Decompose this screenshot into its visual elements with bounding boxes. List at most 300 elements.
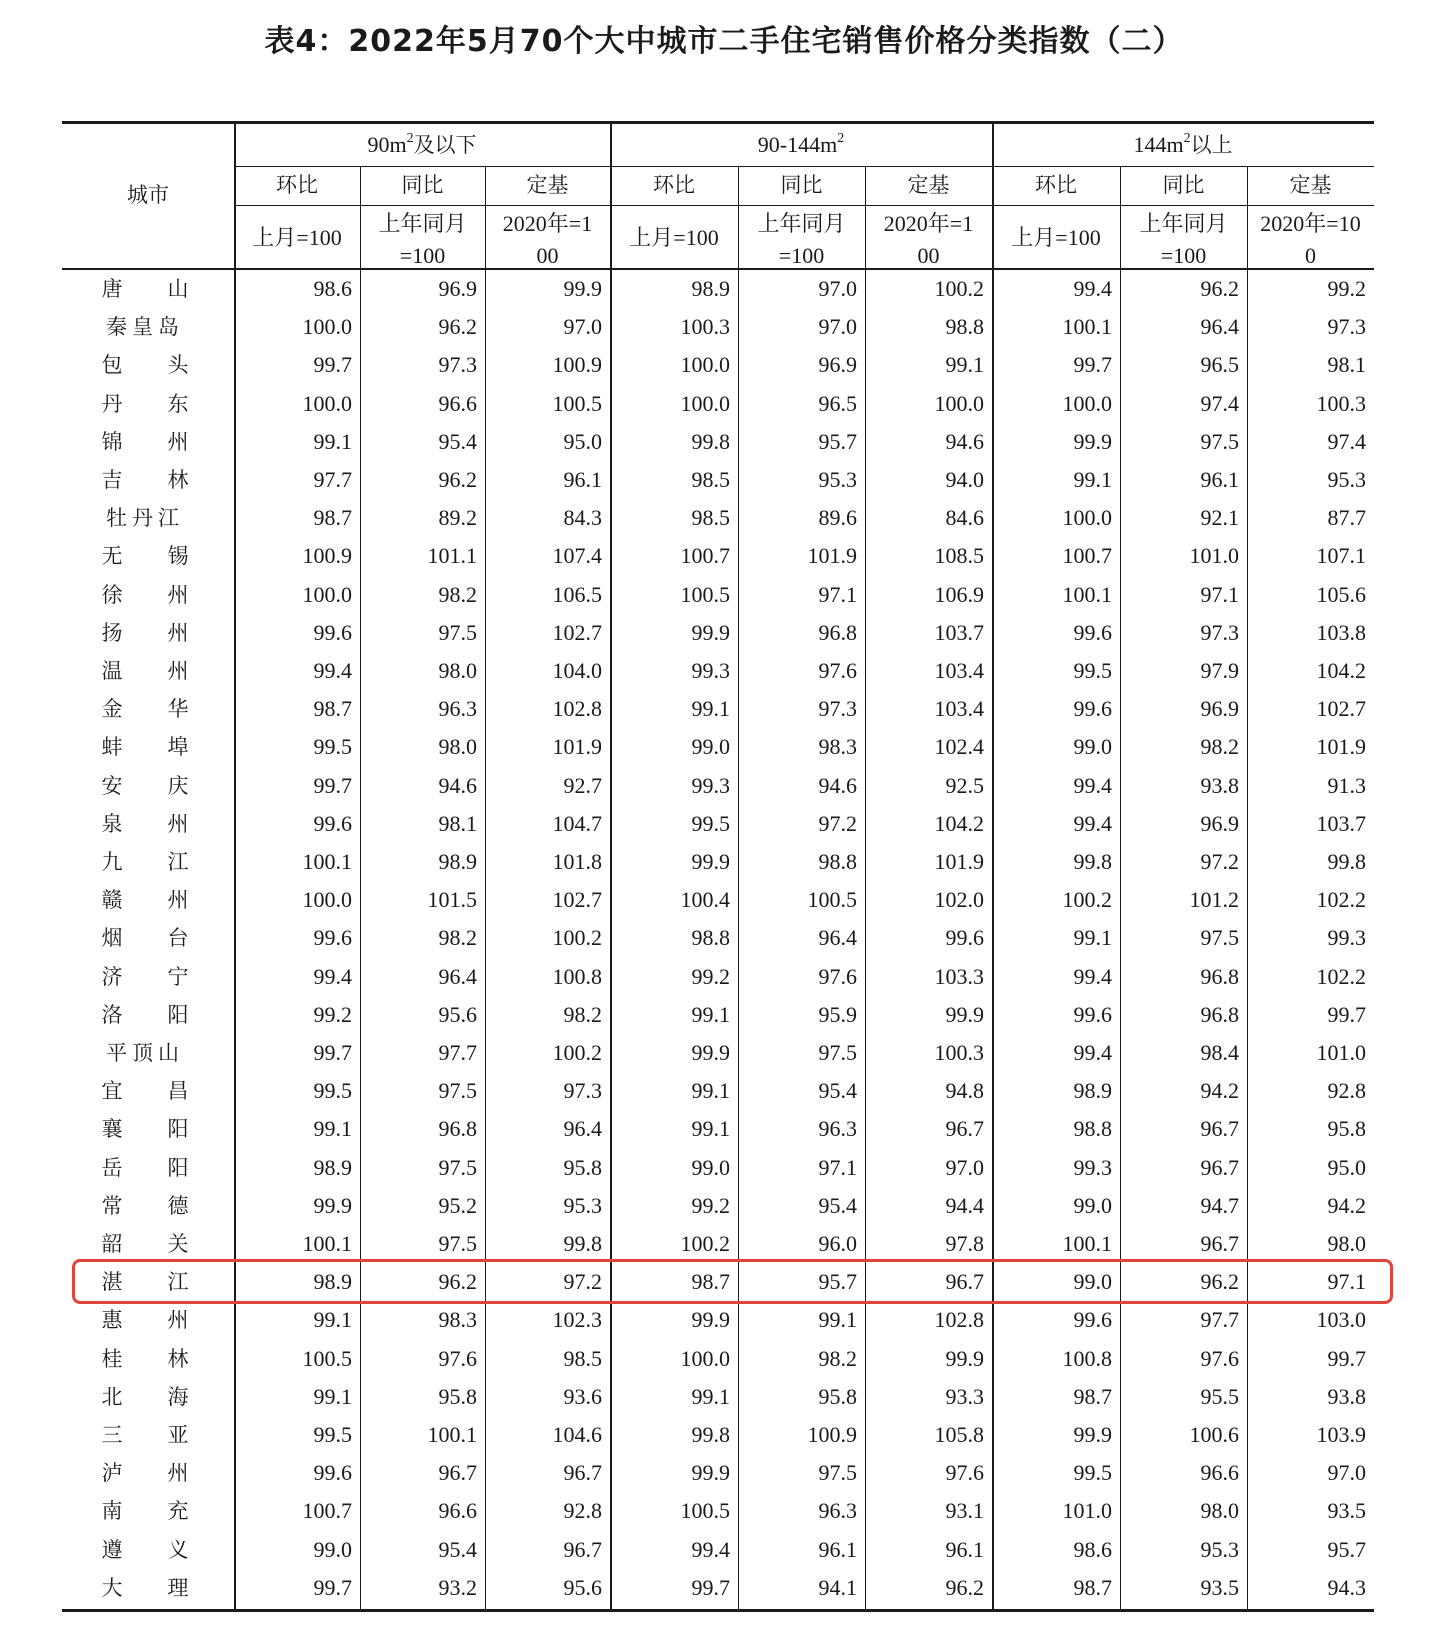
city-name-char: 洛	[101, 1002, 123, 1027]
index-value: 97.1	[1200, 581, 1239, 607]
city-name-char: 大	[101, 1575, 123, 1600]
city-name-char: 义	[167, 1537, 189, 1562]
city-name-char: 温	[101, 659, 123, 683]
index-value: 98.5	[691, 505, 730, 531]
index-value: 97.0	[1327, 1460, 1366, 1486]
index-value: 95.6	[563, 1574, 602, 1600]
index-type-header: 同比	[401, 173, 444, 197]
city-name-char: 州	[167, 1308, 189, 1333]
index-value: 96.9	[1200, 810, 1239, 836]
index-value: 89.6	[818, 505, 857, 531]
index-value: 84.6	[945, 505, 984, 531]
city-name-char: 济	[101, 964, 123, 989]
index-value: 99.7	[313, 1040, 352, 1065]
index-value: 93.1	[945, 1498, 984, 1524]
index-value: 84.3	[563, 505, 602, 531]
index-value: 96.2	[438, 1269, 477, 1295]
city-name-char: 徐	[101, 582, 123, 607]
index-value: 102.0	[934, 887, 984, 913]
city-name-char: 惠	[101, 1308, 123, 1333]
city-name-char: 赣	[101, 888, 123, 913]
city-name-char: 理	[167, 1575, 189, 1600]
index-value: 100.0	[1062, 505, 1112, 531]
index-value: 97.3	[438, 352, 477, 378]
index-value: 102.2	[1316, 963, 1366, 989]
index-value: 99.9	[313, 1192, 352, 1218]
city-name-char: 州	[167, 888, 189, 913]
index-value: 97.2	[1200, 849, 1239, 874]
index-value: 95.8	[818, 1383, 857, 1409]
index-value: 99.7	[313, 352, 352, 378]
index-value: 99.9	[1073, 428, 1112, 454]
index-value: 102.7	[552, 619, 602, 645]
index-value: 98.8	[691, 925, 730, 951]
index-value: 99.5	[313, 1422, 352, 1447]
index-value: 98.2	[563, 1001, 602, 1027]
index-value: 89.2	[438, 505, 477, 531]
index-value: 97.5	[1200, 428, 1239, 454]
base-period-header	[234, 222, 360, 254]
city-name-char: 韶	[101, 1232, 123, 1256]
index-value: 101.9	[807, 543, 857, 569]
index-value: 102.7	[552, 887, 602, 913]
index-value: 99.4	[1073, 1040, 1112, 1065]
index-value: 100.0	[680, 1345, 730, 1371]
index-value: 96.1	[818, 1536, 857, 1562]
index-value: 99.8	[691, 428, 730, 454]
index-value: 96.7	[563, 1536, 602, 1562]
base-period-header	[1120, 208, 1247, 272]
table-top-rule	[62, 121, 1374, 124]
index-value: 102.8	[552, 696, 602, 722]
subheader-rule	[234, 205, 1374, 206]
base-period-line: 上月=100	[252, 225, 342, 250]
index-value: 97.6	[438, 1345, 477, 1371]
index-value: 100.9	[807, 1422, 857, 1447]
index-value: 94.2	[1327, 1192, 1366, 1218]
index-value: 96.9	[818, 352, 857, 378]
index-value: 93.5	[1327, 1498, 1366, 1524]
index-value: 97.6	[1200, 1345, 1239, 1371]
index-value: 100.1	[1062, 314, 1112, 340]
index-value: 94.8	[945, 1078, 984, 1104]
index-value: 99.9	[691, 1460, 730, 1486]
index-value: 96.1	[1200, 467, 1239, 492]
size-group-header	[234, 130, 610, 160]
index-value: 97.5	[438, 1078, 477, 1104]
size-group-header	[610, 130, 992, 160]
index-value: 99.1	[691, 1116, 730, 1142]
city-name-char: 烟	[101, 926, 123, 951]
index-value: 97.0	[945, 1154, 984, 1180]
index-value: 99.5	[313, 734, 352, 760]
index-value: 100.3	[1316, 390, 1366, 416]
index-value: 100.4	[680, 887, 730, 913]
index-value: 97.3	[818, 696, 857, 722]
index-value: 99.1	[313, 428, 352, 454]
size-group-suffix: 及以下	[413, 133, 477, 157]
city-name-char: 唐	[101, 277, 123, 301]
index-value: 96.6	[438, 390, 477, 416]
city-name-char: 林	[167, 468, 189, 492]
index-value: 97.1	[818, 581, 857, 607]
city-name-char: 阳	[167, 1155, 189, 1180]
index-value: 102.2	[1316, 887, 1366, 913]
index-value: 101.8	[552, 849, 602, 874]
city-name-char: 三	[101, 1423, 123, 1447]
size-group-suffix: 以上	[1190, 133, 1233, 157]
index-value: 95.0	[563, 428, 602, 454]
index-type-header: 定基	[526, 173, 569, 197]
index-value: 105.6	[1316, 581, 1366, 607]
base-period-line: =100	[399, 243, 446, 268]
index-value: 95.3	[818, 467, 857, 492]
index-value: 103.3	[934, 963, 984, 989]
city-name-char: 州	[167, 620, 189, 645]
city-name-char: 海	[167, 1384, 189, 1409]
index-value: 100.9	[302, 543, 352, 569]
index-value: 96.3	[818, 1116, 857, 1142]
index-value: 99.5	[691, 810, 730, 836]
index-value: 101.9	[1316, 734, 1366, 760]
index-value: 98.9	[313, 1154, 352, 1180]
index-value: 99.6	[1073, 619, 1112, 645]
index-value: 99.9	[691, 1307, 730, 1333]
index-value: 97.5	[438, 1231, 477, 1256]
index-value: 95.3	[1200, 1536, 1239, 1562]
index-value: 98.3	[438, 1307, 477, 1333]
index-value: 97.1	[1327, 1269, 1366, 1295]
index-value: 96.4	[563, 1116, 602, 1142]
city-name-char: 阳	[167, 1002, 189, 1027]
index-value: 96.4	[438, 963, 477, 989]
index-value: 98.7	[691, 1269, 730, 1295]
index-value: 99.6	[1073, 696, 1112, 722]
index-value: 102.8	[934, 1307, 984, 1333]
index-value: 98.6	[313, 276, 352, 301]
index-value: 96.3	[818, 1498, 857, 1524]
city-name-char: 无	[101, 544, 123, 569]
index-value: 97.7	[313, 467, 352, 492]
index-value: 100.5	[807, 887, 857, 913]
index-value: 96.8	[1200, 963, 1239, 989]
city-column-header: 城市	[127, 183, 169, 207]
index-value: 97.9	[1200, 658, 1239, 683]
index-value: 97.0	[818, 276, 857, 301]
index-value: 95.8	[563, 1154, 602, 1180]
index-value: 106.5	[552, 581, 602, 607]
highlight-box	[72, 1259, 1393, 1304]
index-value: 99.1	[1073, 925, 1112, 951]
index-type-header: 环比	[653, 173, 695, 197]
index-type-header: 环比	[276, 173, 318, 197]
index-value: 98.5	[563, 1345, 602, 1371]
index-value: 99.4	[1073, 810, 1112, 836]
index-value: 97.2	[563, 1269, 602, 1295]
city-name-char: 吉	[101, 468, 123, 492]
index-value: 93.3	[945, 1383, 984, 1409]
index-value: 100.1	[1062, 581, 1112, 607]
index-value: 94.0	[945, 467, 984, 492]
city-name-char: 常	[101, 1193, 123, 1218]
city-name-char: 安	[101, 773, 123, 798]
index-value: 96.7	[1200, 1154, 1239, 1180]
base-period-line: 上年同月	[1139, 211, 1228, 236]
city-name-char: 头	[167, 353, 189, 378]
index-value: 96.3	[438, 696, 477, 722]
index-value: 99.8	[1073, 849, 1112, 874]
index-value: 96.9	[1200, 696, 1239, 722]
index-value: 100.6	[1189, 1422, 1239, 1447]
index-value: 100.0	[302, 581, 352, 607]
index-value: 98.0	[438, 734, 477, 760]
index-value: 95.9	[818, 1001, 857, 1027]
index-value: 94.1	[818, 1574, 857, 1600]
index-type-header: 定基	[907, 173, 950, 197]
index-value: 93.8	[1327, 1383, 1366, 1409]
city-name-char: 林	[167, 1346, 189, 1371]
city-name-char: 包	[101, 353, 123, 378]
base-period-line: 00	[536, 243, 559, 268]
index-value: 99.1	[691, 1383, 730, 1409]
index-value: 95.0	[1327, 1154, 1366, 1180]
index-value: 99.4	[691, 1536, 730, 1562]
index-value: 95.6	[438, 1001, 477, 1027]
index-value: 99.1	[945, 352, 984, 378]
city-name-char: 埠	[167, 735, 189, 760]
index-value: 95.4	[818, 1078, 857, 1104]
index-value: 96.4	[818, 925, 857, 951]
index-value: 95.2	[438, 1192, 477, 1218]
index-value: 95.8	[438, 1383, 477, 1409]
base-period-header	[738, 208, 865, 272]
size-group-label: 90-144m	[757, 132, 838, 157]
index-value: 99.2	[691, 1192, 730, 1218]
city-name-char: 湛	[101, 1270, 123, 1295]
index-value: 99.0	[1073, 1192, 1112, 1218]
index-value: 99.7	[1073, 352, 1112, 378]
index-value: 98.0	[438, 658, 477, 683]
city-name-char: 南	[101, 1499, 123, 1524]
index-value: 94.3	[1327, 1574, 1366, 1600]
index-value: 99.7	[1327, 1345, 1366, 1371]
index-value: 96.5	[818, 390, 857, 416]
index-value: 99.8	[563, 1231, 602, 1256]
index-value: 100.3	[680, 314, 730, 340]
index-value: 105.8	[934, 1422, 984, 1447]
index-value: 101.0	[1062, 1498, 1112, 1524]
index-value: 99.6	[1073, 1307, 1112, 1333]
superscript: 2	[837, 131, 845, 146]
index-value: 98.7	[1073, 1574, 1112, 1600]
index-value: 103.4	[934, 658, 984, 683]
index-value: 108.5	[934, 543, 984, 569]
index-value: 99.7	[1327, 1001, 1366, 1027]
index-value: 98.7	[1073, 1383, 1112, 1409]
base-period-line: 2020年=10	[1260, 211, 1361, 236]
base-period-line: 上月=100	[629, 225, 719, 250]
index-value: 104.7	[552, 810, 602, 836]
city-name-char: 阳	[167, 1117, 189, 1142]
index-value: 97.8	[945, 1231, 984, 1256]
base-period-header	[865, 208, 992, 272]
index-value: 99.7	[313, 1574, 352, 1600]
index-value: 94.6	[945, 428, 984, 454]
index-value: 103.4	[934, 696, 984, 722]
index-value: 97.5	[438, 619, 477, 645]
index-value: 100.1	[302, 849, 352, 874]
index-value: 100.1	[302, 1231, 352, 1256]
city-name-char: 州	[167, 1461, 189, 1486]
index-value: 99.5	[313, 1078, 352, 1104]
index-value: 96.1	[563, 467, 602, 492]
city-name-char: 泉	[101, 811, 123, 836]
index-value: 93.2	[438, 1574, 477, 1600]
index-value: 100.5	[552, 390, 602, 416]
index-value: 104.2	[934, 810, 984, 836]
index-value: 103.8	[1316, 619, 1366, 645]
index-value: 99.3	[1073, 1154, 1112, 1180]
index-value: 100.0	[302, 314, 352, 340]
index-value: 98.0	[1200, 1498, 1239, 1524]
index-value: 94.6	[818, 772, 857, 798]
index-value: 98.2	[818, 1345, 857, 1371]
index-value: 97.4	[1327, 428, 1366, 454]
city-name-char: 北	[101, 1384, 123, 1409]
index-value: 95.4	[438, 428, 477, 454]
city-name-char: 华	[167, 697, 189, 722]
city-name-char: 江	[167, 850, 189, 874]
base-period-line: 上月=100	[1011, 225, 1101, 250]
index-value: 99.0	[1073, 1269, 1112, 1295]
index-value: 95.7	[818, 428, 857, 454]
city-name-char: 州	[167, 659, 189, 683]
index-value: 99.2	[1327, 276, 1366, 301]
index-type-header: 环比	[1035, 173, 1077, 197]
index-value: 96.6	[1200, 1460, 1239, 1486]
city-name-char: 昌	[167, 1079, 189, 1104]
city-name-char: 庆	[167, 773, 189, 798]
index-value: 94.2	[1200, 1078, 1239, 1104]
index-value: 100.0	[302, 887, 352, 913]
index-value: 99.1	[313, 1116, 352, 1142]
city-name-char: 关	[167, 1232, 189, 1256]
index-value: 99.6	[1073, 1001, 1112, 1027]
city-name-char: 亚	[167, 1423, 189, 1447]
index-value: 101.2	[1189, 887, 1239, 913]
city-name-char: 州	[167, 429, 189, 454]
index-value: 99.6	[313, 619, 352, 645]
index-value: 99.4	[313, 963, 352, 989]
index-value: 97.5	[1200, 925, 1239, 951]
index-value: 99.3	[691, 772, 730, 798]
index-value: 98.8	[945, 314, 984, 340]
index-value: 100.2	[1062, 887, 1112, 913]
index-value: 103.9	[1316, 1422, 1366, 1447]
index-value: 99.1	[691, 1001, 730, 1027]
index-value: 93.8	[1200, 772, 1239, 798]
index-type-header: 同比	[780, 173, 823, 197]
city-name-char: 山	[167, 277, 189, 301]
index-value: 104.6	[552, 1422, 602, 1447]
index-value: 96.7	[945, 1116, 984, 1142]
index-value: 99.2	[691, 963, 730, 989]
index-value: 98.8	[1073, 1116, 1112, 1142]
index-value: 99.1	[313, 1307, 352, 1333]
base-period-header	[610, 222, 738, 254]
index-value: 96.9	[438, 276, 477, 301]
index-value: 100.7	[302, 1498, 352, 1524]
index-value: 100.7	[1062, 543, 1112, 569]
index-value: 97.3	[563, 1078, 602, 1104]
index-value: 101.0	[1189, 543, 1239, 569]
index-value: 98.9	[1073, 1078, 1112, 1104]
city-name-char: 锦	[101, 429, 123, 454]
base-period-line: 2020年=1	[502, 211, 593, 236]
city-name-char: 泸	[101, 1461, 123, 1486]
index-value: 97.0	[563, 314, 602, 340]
index-value: 98.5	[691, 467, 730, 492]
index-value: 98.7	[313, 505, 352, 531]
index-value: 98.2	[438, 581, 477, 607]
city-name-char: 充	[167, 1499, 189, 1524]
index-value: 99.3	[1327, 925, 1366, 951]
index-value: 96.7	[438, 1460, 477, 1486]
index-value: 99.8	[1327, 849, 1366, 874]
index-value: 97.7	[1200, 1307, 1239, 1333]
index-value: 96.8	[1200, 1001, 1239, 1027]
index-value: 98.7	[313, 696, 352, 722]
base-period-header	[485, 208, 610, 272]
index-value: 100.0	[680, 352, 730, 378]
index-value: 101.1	[427, 543, 477, 569]
size-group-header	[992, 130, 1374, 160]
size-group-label: 144m	[1133, 132, 1184, 157]
index-value: 97.6	[818, 963, 857, 989]
index-value: 100.0	[302, 390, 352, 416]
index-value: 99.9	[563, 276, 602, 301]
index-value: 107.1	[1316, 543, 1366, 569]
index-value: 99.1	[818, 1307, 857, 1333]
index-value: 87.7	[1327, 505, 1366, 531]
index-value: 96.7	[1200, 1116, 1239, 1142]
table-bottom-rule	[62, 1609, 1374, 1612]
index-value: 95.8	[1327, 1116, 1366, 1142]
index-value: 100.2	[552, 925, 602, 951]
index-value: 98.2	[438, 925, 477, 951]
index-value: 96.7	[1200, 1231, 1239, 1256]
index-type-header: 同比	[1162, 173, 1205, 197]
index-value: 97.3	[1200, 619, 1239, 645]
index-value: 96.2	[438, 314, 477, 340]
base-period-line: =100	[1160, 243, 1207, 268]
index-value: 95.5	[1200, 1383, 1239, 1409]
index-value: 93.5	[1200, 1574, 1239, 1600]
index-value: 99.9	[691, 619, 730, 645]
base-period-header	[1247, 208, 1374, 272]
index-value: 95.7	[818, 1269, 857, 1295]
index-value: 99.1	[1073, 467, 1112, 492]
index-value: 101.0	[1316, 1040, 1366, 1065]
index-value: 99.1	[313, 1383, 352, 1409]
index-value: 98.4	[1200, 1040, 1239, 1065]
index-value: 100.2	[934, 276, 984, 301]
index-value: 97.5	[818, 1040, 857, 1065]
index-value: 99.6	[313, 1460, 352, 1486]
index-value: 96.0	[818, 1231, 857, 1256]
index-value: 98.9	[438, 849, 477, 874]
superscript: 2	[406, 131, 414, 146]
